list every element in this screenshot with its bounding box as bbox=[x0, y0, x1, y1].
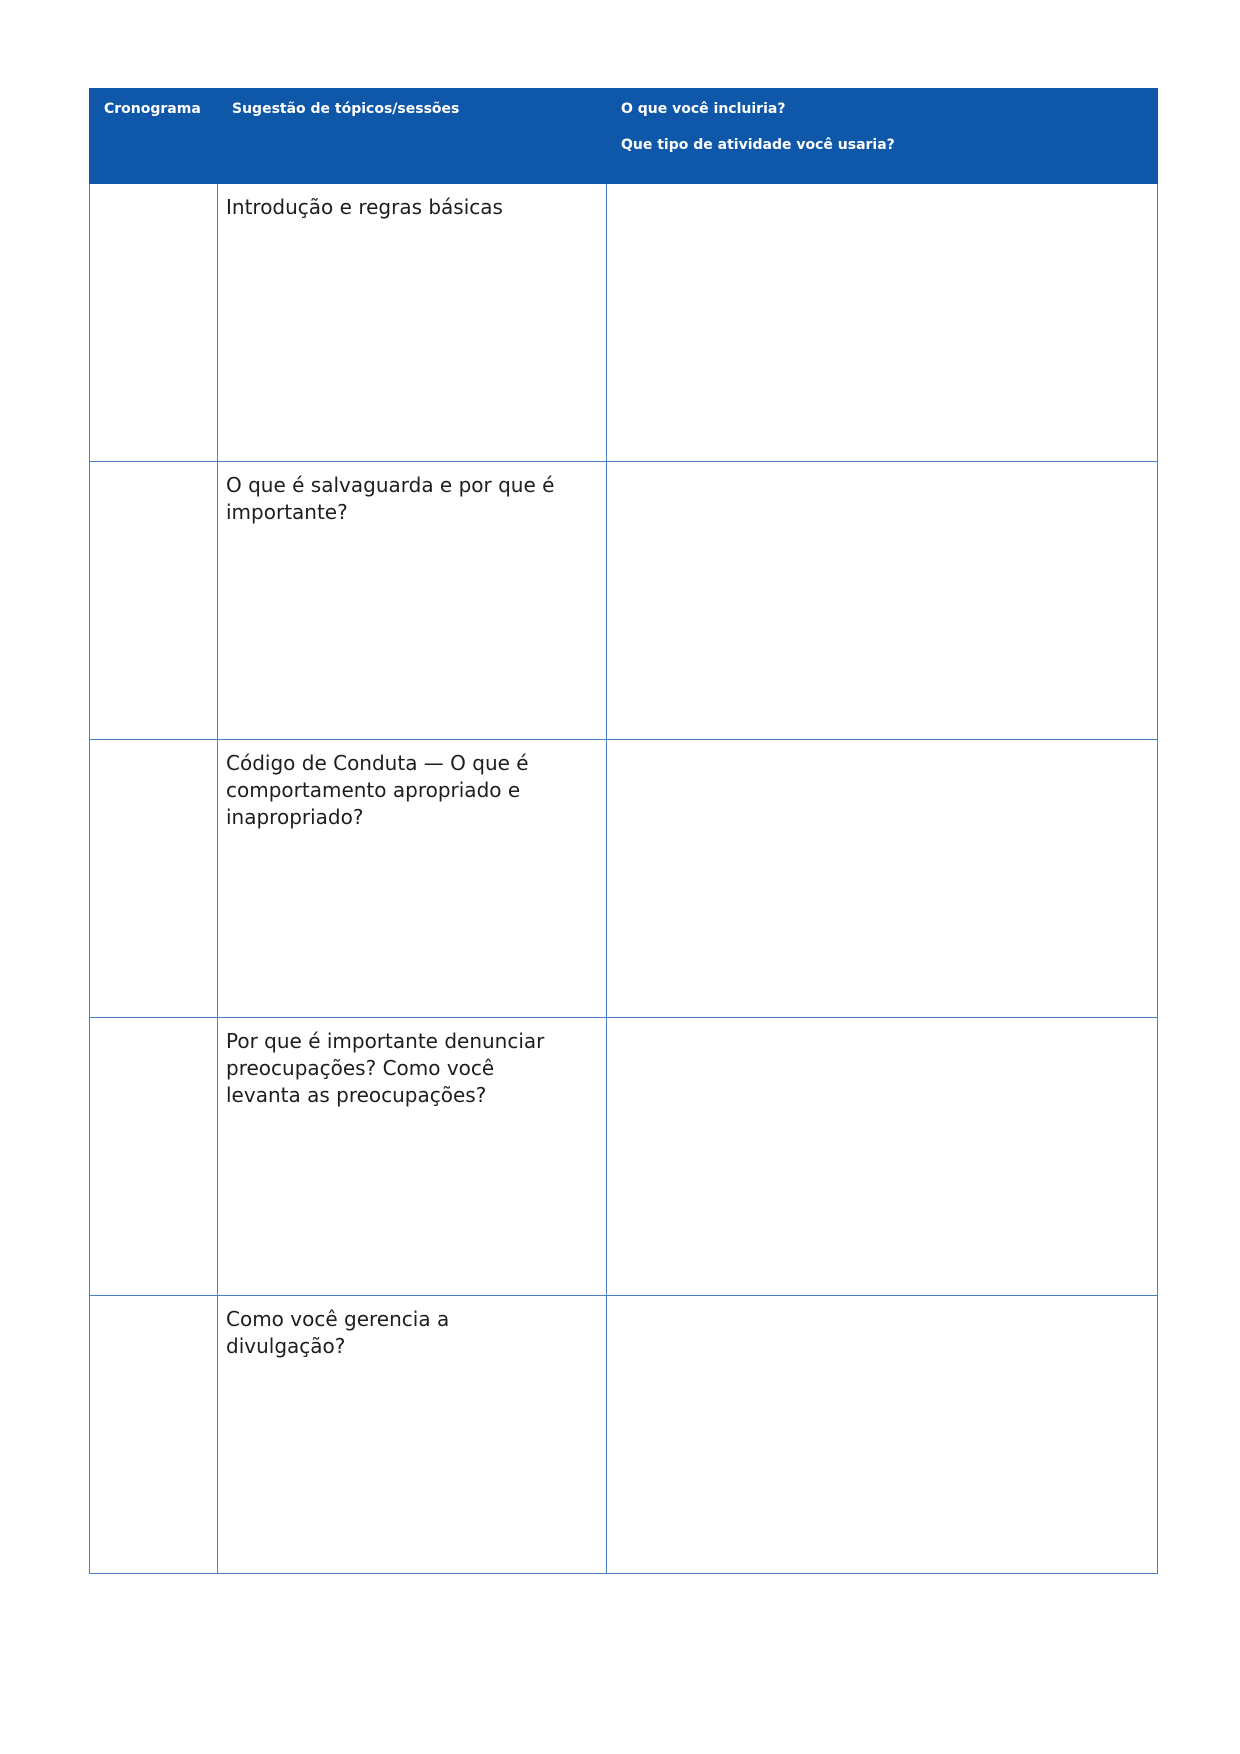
session-planning-table bbox=[89, 88, 1158, 1574]
schedule-cell[interactable] bbox=[90, 740, 218, 1018]
notes-cell[interactable] bbox=[607, 1018, 1158, 1296]
table-row bbox=[90, 1018, 1158, 1296]
table-header-row bbox=[90, 89, 1158, 184]
topic-text: O que é salvaguarda e por que é importante? bbox=[226, 473, 555, 524]
topic-text: Introdução e regras básicas bbox=[226, 195, 503, 219]
notes-cell[interactable] bbox=[607, 740, 1158, 1018]
table-row bbox=[90, 184, 1158, 462]
topic-cell bbox=[218, 1018, 607, 1296]
topic-cell bbox=[218, 740, 607, 1018]
header-topics-label: Sugestão de tópicos/sessões bbox=[232, 101, 460, 117]
topic-text: Como você gerencia a divulgação? bbox=[226, 1307, 450, 1358]
table-row bbox=[90, 1296, 1158, 1574]
topic-text: Código de Conduta — O que é comportamento apropriado e inapropriado? bbox=[226, 751, 529, 829]
header-schedule bbox=[90, 89, 218, 184]
table-row bbox=[90, 740, 1158, 1018]
notes-cell[interactable] bbox=[607, 462, 1158, 740]
header-schedule-label: Cronograma bbox=[104, 101, 201, 117]
schedule-cell[interactable] bbox=[90, 462, 218, 740]
topic-cell bbox=[218, 1296, 607, 1574]
notes-cell[interactable] bbox=[607, 1296, 1158, 1574]
header-topics bbox=[218, 89, 607, 184]
topic-text: Por que é importante denunciar preocupações? Como você levanta as preocupações? bbox=[226, 1029, 545, 1107]
header-include-question: O que você incluiria? bbox=[621, 101, 786, 117]
header-activity-question: Que tipo de atividade você usaria? bbox=[621, 137, 895, 153]
table-row bbox=[90, 462, 1158, 740]
header-questions bbox=[607, 89, 1158, 184]
schedule-cell[interactable] bbox=[90, 184, 218, 462]
topic-cell bbox=[218, 462, 607, 740]
schedule-cell[interactable] bbox=[90, 1018, 218, 1296]
topic-cell bbox=[218, 184, 607, 462]
notes-cell[interactable] bbox=[607, 184, 1158, 462]
schedule-cell[interactable] bbox=[90, 1296, 218, 1574]
